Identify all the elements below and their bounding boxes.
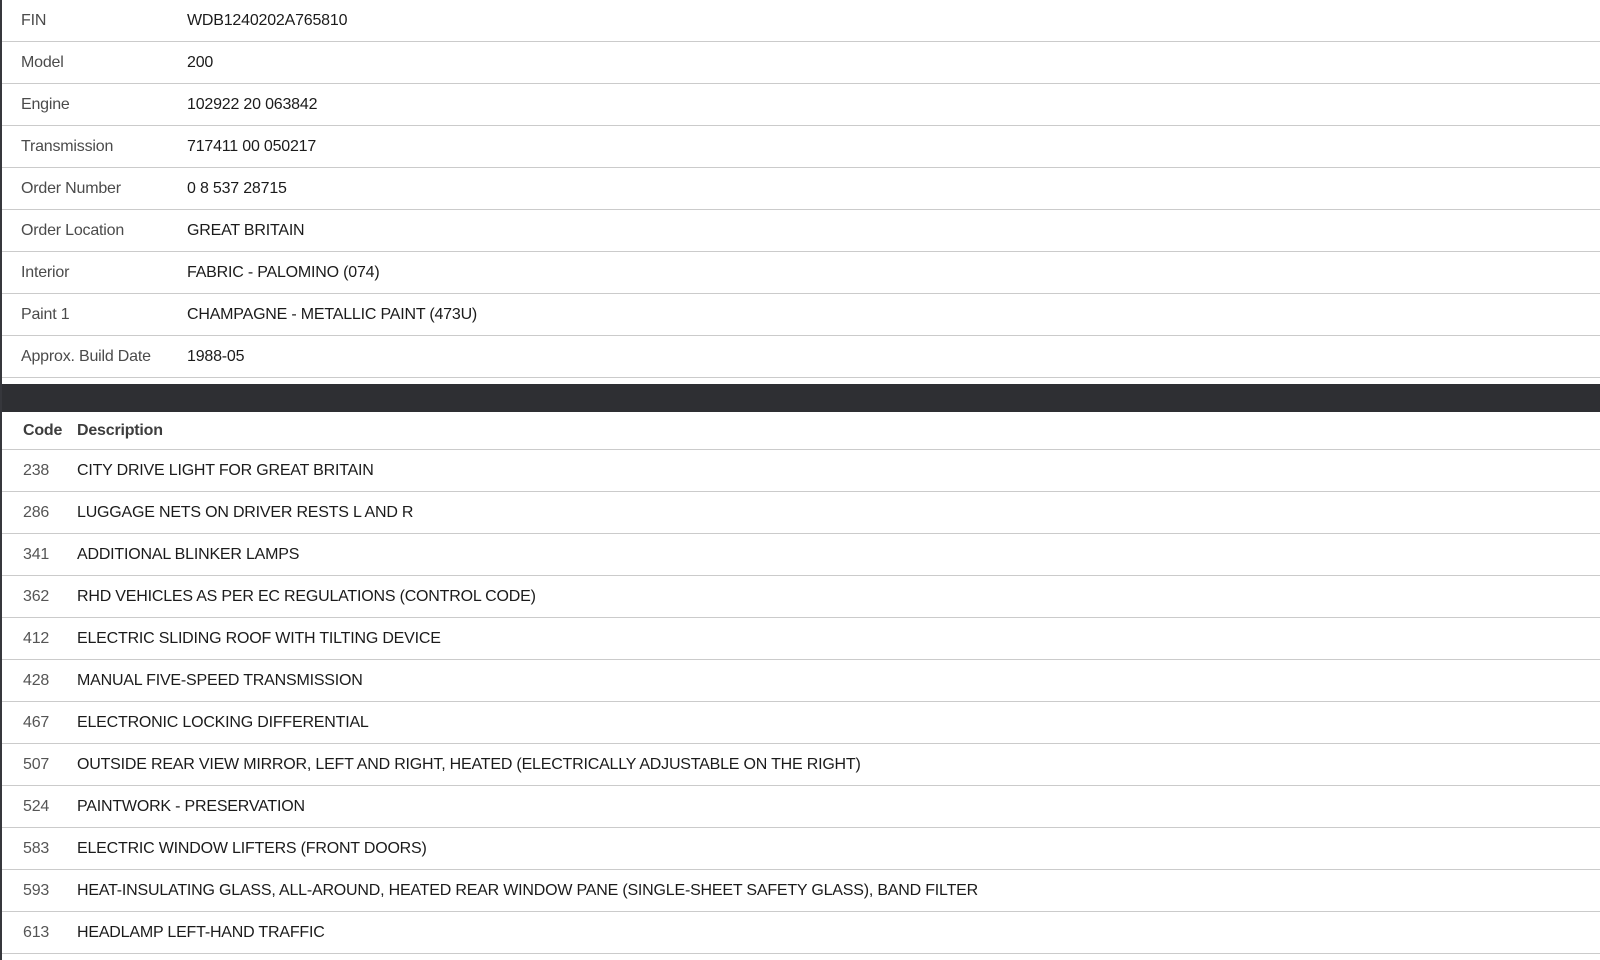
code-cell: 412 — [23, 629, 50, 647]
spec-row-label: Paint 1 — [21, 305, 70, 323]
spec-row — [2, 294, 1600, 336]
code-column-header: Code — [23, 421, 63, 439]
code-cell: 467 — [23, 713, 50, 731]
description-cell: MANUAL FIVE-SPEED TRANSMISSION — [77, 671, 363, 689]
spec-row-label: Transmission — [21, 137, 114, 155]
code-cell: 362 — [23, 587, 50, 605]
code-row — [2, 534, 1600, 576]
code-row — [2, 912, 1600, 954]
code-table — [2, 412, 1600, 954]
code-table-header-row — [2, 412, 1600, 450]
section-divider-bar — [2, 384, 1600, 412]
spec-row-label: Approx. Build Date — [21, 347, 151, 365]
code-cell: 524 — [23, 797, 50, 815]
spec-row-value: GREAT BRITAIN — [187, 221, 305, 239]
code-row — [2, 870, 1600, 912]
spec-row — [2, 42, 1600, 84]
spec-row — [2, 126, 1600, 168]
description-cell: HEAT-INSULATING GLASS, ALL-AROUND, HEATED REAR WINDOW PANE (SINGLE-SHEET SAFETY GLASS), BAND FILTER — [77, 881, 978, 899]
description-cell: ADDITIONAL BLINKER LAMPS — [77, 545, 300, 563]
description-cell: CITY DRIVE LIGHT FOR GREAT BRITAIN — [77, 461, 374, 479]
spec-row — [2, 336, 1600, 378]
code-row — [2, 450, 1600, 492]
code-row — [2, 828, 1600, 870]
spec-row-value: CHAMPAGNE - METALLIC PAINT (473U) — [187, 305, 478, 323]
spec-row-value: 717411 00 050217 — [187, 137, 317, 155]
spec-row — [2, 210, 1600, 252]
description-cell: ELECTRIC SLIDING ROOF WITH TILTING DEVICE — [77, 629, 441, 647]
spec-row-label: Engine — [21, 95, 70, 113]
code-cell: 428 — [23, 671, 50, 689]
spec-row-value: FABRIC - PALOMINO (074) — [187, 263, 380, 281]
code-row — [2, 744, 1600, 786]
description-column-header: Description — [77, 421, 163, 439]
code-cell: 341 — [23, 545, 50, 563]
spec-row-label: Order Location — [21, 221, 125, 239]
spec-row-label: Model — [21, 53, 64, 71]
code-cell: 593 — [23, 881, 50, 899]
description-cell: LUGGAGE NETS ON DRIVER RESTS L AND R — [77, 503, 414, 521]
spec-row — [2, 252, 1600, 294]
code-table-body — [2, 450, 1600, 954]
description-cell: RHD VEHICLES AS PER EC REGULATIONS (CONTROL CODE) — [77, 587, 536, 605]
description-cell: ELECTRIC WINDOW LIFTERS (FRONT DOORS) — [77, 839, 427, 857]
spec-row-label: Interior — [21, 263, 70, 281]
spec-row-value: 1988-05 — [187, 347, 245, 365]
code-cell: 507 — [23, 755, 50, 773]
spec-row — [2, 168, 1600, 210]
spec-row-label: Order Number — [21, 179, 121, 197]
spec-table — [2, 0, 1600, 378]
spec-row-label: FIN — [21, 11, 47, 29]
code-row — [2, 702, 1600, 744]
spec-row — [2, 0, 1600, 42]
code-row — [2, 576, 1600, 618]
code-cell: 583 — [23, 839, 50, 857]
code-cell: 286 — [23, 503, 50, 521]
code-row — [2, 786, 1600, 828]
description-cell: OUTSIDE REAR VIEW MIRROR, LEFT AND RIGHT, HEATED (ELECTRICALLY ADJUSTABLE ON THE RIGHT) — [77, 755, 861, 773]
spec-row-value: WDB1240202A765810 — [187, 11, 348, 29]
code-cell: 613 — [23, 923, 50, 941]
code-row — [2, 660, 1600, 702]
spec-row — [2, 84, 1600, 126]
spec-row-value: 102922 20 063842 — [187, 95, 318, 113]
description-cell: PAINTWORK - PRESERVATION — [77, 797, 305, 815]
code-row — [2, 618, 1600, 660]
code-cell: 238 — [23, 461, 50, 479]
code-row — [2, 492, 1600, 534]
spec-row-value: 0 8 537 28715 — [187, 179, 287, 197]
spec-row-value: 200 — [187, 53, 214, 71]
description-cell: HEADLAMP LEFT-HAND TRAFFIC — [77, 923, 325, 941]
description-cell: ELECTRONIC LOCKING DIFFERENTIAL — [77, 713, 369, 731]
